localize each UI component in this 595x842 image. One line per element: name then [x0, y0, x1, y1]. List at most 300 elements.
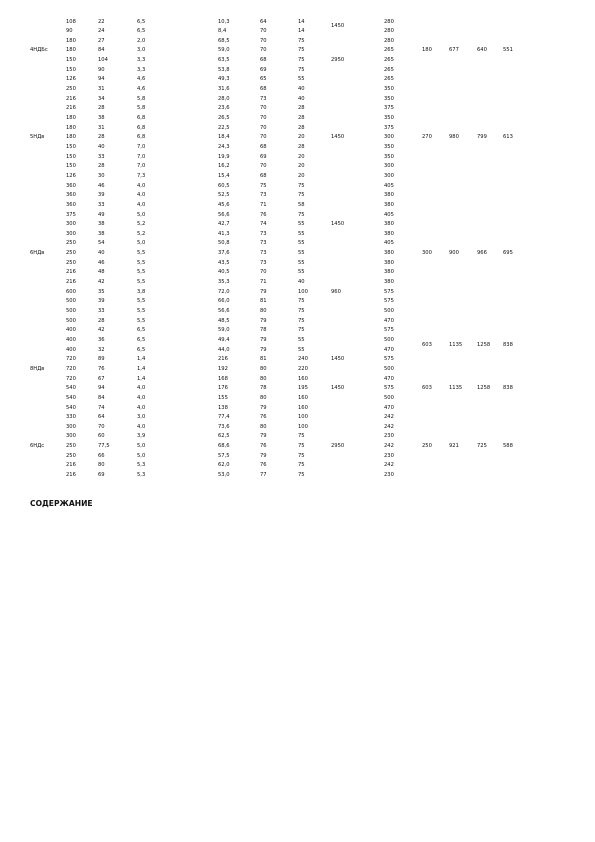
- table-cell: 360: [66, 182, 76, 189]
- table-cell: 720: [66, 375, 76, 382]
- table-cell: 38: [98, 115, 105, 121]
- table-cell: 405: [384, 182, 394, 189]
- table-cell: 8,4: [218, 28, 227, 35]
- table-row: [0, 471, 595, 481]
- table-cell: 180: [66, 47, 76, 54]
- table-cell: 575: [384, 288, 394, 295]
- table-cell: 108: [66, 18, 76, 25]
- table-cell: 138: [218, 404, 228, 411]
- table-cell: 28: [298, 124, 305, 131]
- table-row: [0, 297, 595, 307]
- table-row: [0, 259, 595, 269]
- table-row: [0, 162, 595, 172]
- table-cell: 216: [66, 105, 76, 112]
- table-cell: 34: [98, 95, 105, 102]
- table-row: [0, 211, 595, 221]
- table-cell: 375: [66, 211, 76, 218]
- table-cell: 39: [98, 192, 105, 199]
- dimension-value: 799: [477, 134, 487, 141]
- rotation-speed: 960: [331, 288, 341, 295]
- table-cell: 5,0: [137, 240, 146, 247]
- table-row: [0, 288, 595, 298]
- table-cell: 78: [260, 385, 267, 392]
- table-cell: 540: [66, 404, 76, 411]
- table-cell: 48: [98, 269, 105, 276]
- table-cell: 5,5: [137, 279, 146, 286]
- table-cell: 69: [260, 66, 267, 73]
- table-cell: 250: [66, 86, 76, 93]
- table-cell: 28: [98, 134, 105, 141]
- table-cell: 63,5: [218, 57, 230, 64]
- table-cell: 31: [98, 86, 105, 93]
- table-cell: 64: [260, 18, 267, 25]
- table-cell: 33: [98, 153, 105, 160]
- dimension-value: 1135: [449, 385, 463, 392]
- table-cell: 2,0: [137, 37, 146, 44]
- table-cell: 500: [66, 298, 76, 305]
- table-cell: 5,0: [137, 443, 146, 450]
- table-cell: 19,9: [218, 153, 230, 160]
- table-cell: 1,4: [137, 356, 146, 363]
- table-cell: 43,5: [218, 259, 230, 266]
- table-cell: 380: [384, 192, 394, 199]
- pump-model-label: 5НДв: [30, 134, 45, 141]
- table-cell: 38: [98, 230, 105, 237]
- table-row: [0, 317, 595, 327]
- table-cell: 69: [98, 472, 105, 479]
- table-cell: 230: [384, 472, 394, 479]
- table-cell: 73: [260, 259, 267, 266]
- table-cell: 55: [298, 259, 305, 266]
- rotation-speed: 1450: [331, 385, 345, 392]
- table-cell: 65: [260, 76, 267, 83]
- dimension-value: 1258: [477, 385, 491, 392]
- table-row: [0, 326, 595, 336]
- table-cell: 55: [298, 346, 305, 353]
- table-cell: 380: [384, 259, 394, 266]
- dimension-value: 250: [422, 443, 432, 450]
- table-row: [0, 461, 595, 471]
- table-cell: 24,3: [218, 143, 230, 150]
- rotation-speed: 1450: [331, 134, 345, 141]
- table-cell: 71: [260, 279, 267, 286]
- table-cell: 35,3: [218, 279, 230, 286]
- table-cell: 126: [66, 172, 76, 179]
- table-cell: 5,5: [137, 317, 146, 324]
- table-cell: 216: [66, 279, 76, 286]
- dimension-value: 838: [503, 385, 513, 392]
- table-row: [0, 201, 595, 211]
- table-cell: 350: [384, 115, 394, 121]
- table-cell: 192: [218, 365, 228, 372]
- table-row: [0, 191, 595, 201]
- table-cell: 500: [384, 308, 394, 314]
- table-cell: 69: [260, 153, 267, 160]
- table-cell: 45,6: [218, 201, 230, 208]
- table-cell: 242: [384, 443, 394, 450]
- table-cell: 220: [298, 365, 308, 372]
- table-cell: 55: [298, 240, 305, 247]
- table-cell: 28: [298, 105, 305, 112]
- table-row: [0, 394, 595, 404]
- table-cell: 42: [98, 327, 105, 334]
- table-cell: 300: [384, 172, 394, 179]
- table-cell: 6,8: [137, 134, 146, 141]
- dimension-value: 603: [422, 385, 432, 392]
- table-cell: 250: [66, 443, 76, 450]
- table-cell: 94: [98, 76, 105, 83]
- table-cell: 67: [98, 375, 105, 382]
- table-cell: 60: [98, 433, 105, 440]
- table-cell: 375: [384, 124, 394, 131]
- table-cell: 330: [66, 414, 76, 421]
- table-cell: 77,4: [218, 414, 230, 421]
- table-cell: 5,5: [137, 250, 146, 257]
- table-cell: 195: [298, 385, 308, 392]
- table-row: [0, 75, 595, 85]
- table-cell: 160: [298, 375, 308, 382]
- table-cell: 400: [66, 327, 76, 334]
- table-cell: 4,0: [137, 404, 146, 411]
- table-cell: 53,8: [218, 66, 230, 73]
- table-cell: 3,9: [137, 433, 146, 440]
- table-cell: 265: [384, 57, 394, 64]
- table-cell: 6,8: [137, 115, 146, 121]
- table-cell: 79: [260, 346, 267, 353]
- table-cell: 40,5: [218, 269, 230, 276]
- dimension-value: 1258: [477, 341, 491, 348]
- table-cell: 380: [384, 279, 394, 286]
- table-cell: 44,0: [218, 346, 230, 353]
- dimension-value: 613: [503, 134, 513, 141]
- rotation-speed: 1450: [331, 356, 345, 363]
- table-cell: 720: [66, 365, 76, 372]
- table-cell: 28,0: [218, 95, 230, 102]
- table-cell: 38: [98, 221, 105, 228]
- table-cell: 33: [98, 201, 105, 208]
- table-cell: 265: [384, 76, 394, 83]
- table-cell: 28: [98, 163, 105, 170]
- table-cell: 160: [298, 394, 308, 401]
- table-cell: 240: [298, 356, 308, 363]
- table-row: [0, 307, 595, 317]
- dimension-value: 640: [477, 47, 487, 54]
- table-cell: 280: [384, 28, 394, 35]
- table-cell: 180: [66, 134, 76, 141]
- table-row: [0, 37, 595, 47]
- table-cell: 216: [66, 269, 76, 276]
- table-cell: 4,6: [137, 76, 146, 83]
- table-cell: 150: [66, 143, 76, 150]
- table-cell: 280: [384, 18, 394, 25]
- table-cell: 14: [298, 18, 305, 25]
- table-row: [0, 452, 595, 462]
- table-cell: 300: [66, 230, 76, 237]
- table-cell: 79: [260, 336, 267, 343]
- dimension-value: 1135: [449, 341, 463, 348]
- table-cell: 7,3: [137, 172, 146, 179]
- table-cell: 80: [260, 394, 267, 401]
- table-cell: 4,0: [137, 423, 146, 430]
- table-cell: 540: [66, 385, 76, 392]
- table-cell: 168: [218, 375, 228, 382]
- table-row: [0, 404, 595, 414]
- table-cell: 470: [384, 404, 394, 411]
- table-cell: 70: [260, 47, 267, 54]
- table-cell: 46: [98, 259, 105, 266]
- table-cell: 575: [384, 298, 394, 305]
- dimension-value: 677: [449, 47, 459, 54]
- table-cell: 39: [98, 298, 105, 305]
- table-cell: 350: [384, 86, 394, 93]
- table-cell: 54: [98, 240, 105, 247]
- table-cell: 300: [384, 134, 394, 141]
- table-cell: 75: [298, 308, 305, 314]
- table-cell: 55: [298, 250, 305, 257]
- table-cell: 75: [298, 462, 305, 469]
- table-cell: 575: [384, 385, 394, 392]
- table-cell: 64: [98, 414, 105, 421]
- table-cell: 540: [66, 394, 76, 401]
- table-cell: 405: [384, 240, 394, 247]
- table-cell: 28: [98, 105, 105, 112]
- table-cell: 81: [260, 298, 267, 305]
- table-cell: 5,2: [137, 230, 146, 237]
- table-cell: 73,6: [218, 423, 230, 430]
- pump-model-label: 8НДв: [30, 365, 45, 372]
- table-cell: 280: [384, 37, 394, 44]
- table-row: [0, 114, 595, 124]
- table-row: [0, 432, 595, 442]
- table-cell: 4,6: [137, 86, 146, 93]
- table-cell: 75: [260, 182, 267, 189]
- table-cell: 22: [98, 18, 105, 25]
- table-cell: 20: [298, 153, 305, 160]
- table-cell: 104: [98, 57, 108, 64]
- table-cell: 35: [98, 288, 105, 295]
- table-cell: 150: [66, 66, 76, 73]
- table-cell: 70: [260, 134, 267, 141]
- table-cell: 79: [260, 288, 267, 295]
- table-cell: 5,3: [137, 462, 146, 469]
- rotation-speed: 1450: [331, 23, 345, 30]
- table-cell: 230: [384, 433, 394, 440]
- table-cell: 84: [98, 394, 105, 401]
- table-cell: 80: [260, 365, 267, 372]
- table-cell: 265: [384, 66, 394, 73]
- table-cell: 68,5: [218, 37, 230, 44]
- table-cell: 73: [260, 95, 267, 102]
- pump-model-label: 6НДс: [30, 443, 45, 450]
- table-cell: 55: [298, 221, 305, 228]
- table-cell: 500: [384, 365, 394, 372]
- table-cell: 70: [260, 28, 267, 35]
- table-row: [0, 143, 595, 153]
- table-cell: 500: [66, 317, 76, 324]
- table-cell: 75: [298, 298, 305, 305]
- table-cell: 89: [98, 356, 105, 363]
- table-cell: 49,4: [218, 336, 230, 343]
- table-cell: 60,5: [218, 182, 230, 189]
- table-cell: 76: [260, 462, 267, 469]
- table-cell: 380: [384, 269, 394, 276]
- table-row: [0, 95, 595, 105]
- table-cell: 405: [384, 211, 394, 218]
- table-cell: 176: [218, 385, 228, 392]
- table-cell: 76: [260, 211, 267, 218]
- dimension-value: 921: [449, 443, 459, 450]
- table-cell: 500: [384, 394, 394, 401]
- dimension-value: 725: [477, 443, 487, 450]
- table-cell: 5,3: [137, 472, 146, 479]
- table-cell: 380: [384, 221, 394, 228]
- table-row: [0, 423, 595, 433]
- table-cell: 350: [384, 143, 394, 150]
- table-cell: 46: [98, 182, 105, 189]
- table-row: [0, 220, 595, 230]
- dimension-value: 980: [449, 134, 459, 141]
- table-cell: 48,5: [218, 317, 230, 324]
- table-cell: 375: [384, 105, 394, 112]
- table-cell: 470: [384, 317, 394, 324]
- table-cell: 500: [66, 308, 76, 314]
- table-cell: 4,0: [137, 192, 146, 199]
- table-row: [0, 153, 595, 163]
- table-cell: 6,8: [137, 124, 146, 131]
- table-row: [0, 85, 595, 95]
- table-cell: 216: [218, 356, 228, 363]
- table-cell: 126: [66, 76, 76, 83]
- table-row: [0, 355, 595, 365]
- table-cell: 250: [66, 452, 76, 459]
- table-cell: 75: [298, 211, 305, 218]
- table-cell: 23,6: [218, 105, 230, 112]
- table-cell: 216: [66, 472, 76, 479]
- table-cell: 78: [260, 327, 267, 334]
- table-row: [0, 375, 595, 385]
- dimension-value: 900: [449, 250, 459, 257]
- table-cell: 5,8: [137, 95, 146, 102]
- table-cell: 216: [66, 462, 76, 469]
- table-cell: 32: [98, 346, 105, 353]
- table-cell: 31,6: [218, 86, 230, 93]
- table-cell: 70: [260, 124, 267, 131]
- table-row: [0, 413, 595, 423]
- contents-heading: СОДЕРЖАНИЕ: [30, 499, 93, 508]
- dimension-value: 695: [503, 250, 513, 257]
- table-cell: 14: [298, 28, 305, 35]
- table-cell: 5,8: [137, 105, 146, 112]
- table-cell: 720: [66, 356, 76, 363]
- table-row: [0, 230, 595, 240]
- table-cell: 250: [66, 250, 76, 257]
- table-row: [0, 124, 595, 134]
- table-cell: 22,5: [218, 124, 230, 131]
- table-row: [0, 278, 595, 288]
- table-cell: 55: [298, 230, 305, 237]
- table-cell: 94: [98, 385, 105, 392]
- table-cell: 57,5: [218, 452, 230, 459]
- table-row: [0, 104, 595, 114]
- table-cell: 4,0: [137, 385, 146, 392]
- table-cell: 10,3: [218, 18, 230, 25]
- pump-model-label: 4НДБс: [30, 47, 48, 54]
- table-cell: 68,6: [218, 443, 230, 450]
- table-cell: 380: [384, 201, 394, 208]
- table-cell: 155: [218, 394, 228, 401]
- table-cell: 100: [298, 414, 308, 421]
- dimension-value: 300: [422, 250, 432, 257]
- table-cell: 68: [260, 86, 267, 93]
- table-row: [0, 27, 595, 37]
- table-cell: 3,0: [137, 47, 146, 54]
- table-cell: 350: [384, 153, 394, 160]
- table-cell: 71: [260, 201, 267, 208]
- dimension-value: 588: [503, 443, 513, 450]
- table-cell: 20: [298, 172, 305, 179]
- table-cell: 75: [298, 327, 305, 334]
- table-cell: 5,2: [137, 221, 146, 228]
- table-cell: 79: [260, 452, 267, 459]
- table-cell: 53,0: [218, 472, 230, 479]
- table-cell: 33: [98, 308, 105, 314]
- table-cell: 80: [260, 308, 267, 314]
- table-cell: 79: [260, 404, 267, 411]
- table-cell: 380: [384, 230, 394, 237]
- table-cell: 400: [66, 336, 76, 343]
- table-cell: 79: [260, 317, 267, 324]
- table-cell: 300: [384, 163, 394, 170]
- table-cell: 80: [260, 423, 267, 430]
- table-row: [0, 365, 595, 375]
- table-row: [0, 18, 595, 28]
- table-cell: 76: [260, 443, 267, 450]
- table-cell: 150: [66, 57, 76, 64]
- table-cell: 360: [66, 192, 76, 199]
- table-cell: 230: [384, 452, 394, 459]
- table-cell: 180: [66, 124, 76, 131]
- table-cell: 15,4: [218, 172, 230, 179]
- table-cell: 75: [298, 452, 305, 459]
- table-cell: 28: [298, 143, 305, 150]
- table-cell: 55: [298, 336, 305, 343]
- table-cell: 470: [384, 346, 394, 353]
- table-cell: 575: [384, 327, 394, 334]
- table-cell: 26,5: [218, 115, 230, 121]
- table-cell: 36: [98, 336, 105, 343]
- table-cell: 56,6: [218, 308, 230, 314]
- table-cell: 80: [260, 375, 267, 382]
- table-cell: 242: [384, 423, 394, 430]
- table-cell: 5,5: [137, 308, 146, 314]
- table-cell: 84: [98, 47, 105, 54]
- table-cell: 3,3: [137, 57, 146, 64]
- table-cell: 265: [384, 47, 394, 54]
- table-cell: 73: [260, 230, 267, 237]
- table-cell: 90: [98, 66, 105, 73]
- table-cell: 42: [98, 279, 105, 286]
- table-cell: 49: [98, 211, 105, 218]
- rotation-speed: 2950: [331, 443, 345, 450]
- table-cell: 80: [98, 462, 105, 469]
- table-cell: 4,0: [137, 182, 146, 189]
- table-cell: 100: [298, 288, 308, 295]
- rotation-speed: 2950: [331, 57, 345, 64]
- table-cell: 73: [260, 250, 267, 257]
- table-cell: 72,0: [218, 288, 230, 295]
- table-cell: 4,0: [137, 201, 146, 208]
- table-cell: 75: [298, 182, 305, 189]
